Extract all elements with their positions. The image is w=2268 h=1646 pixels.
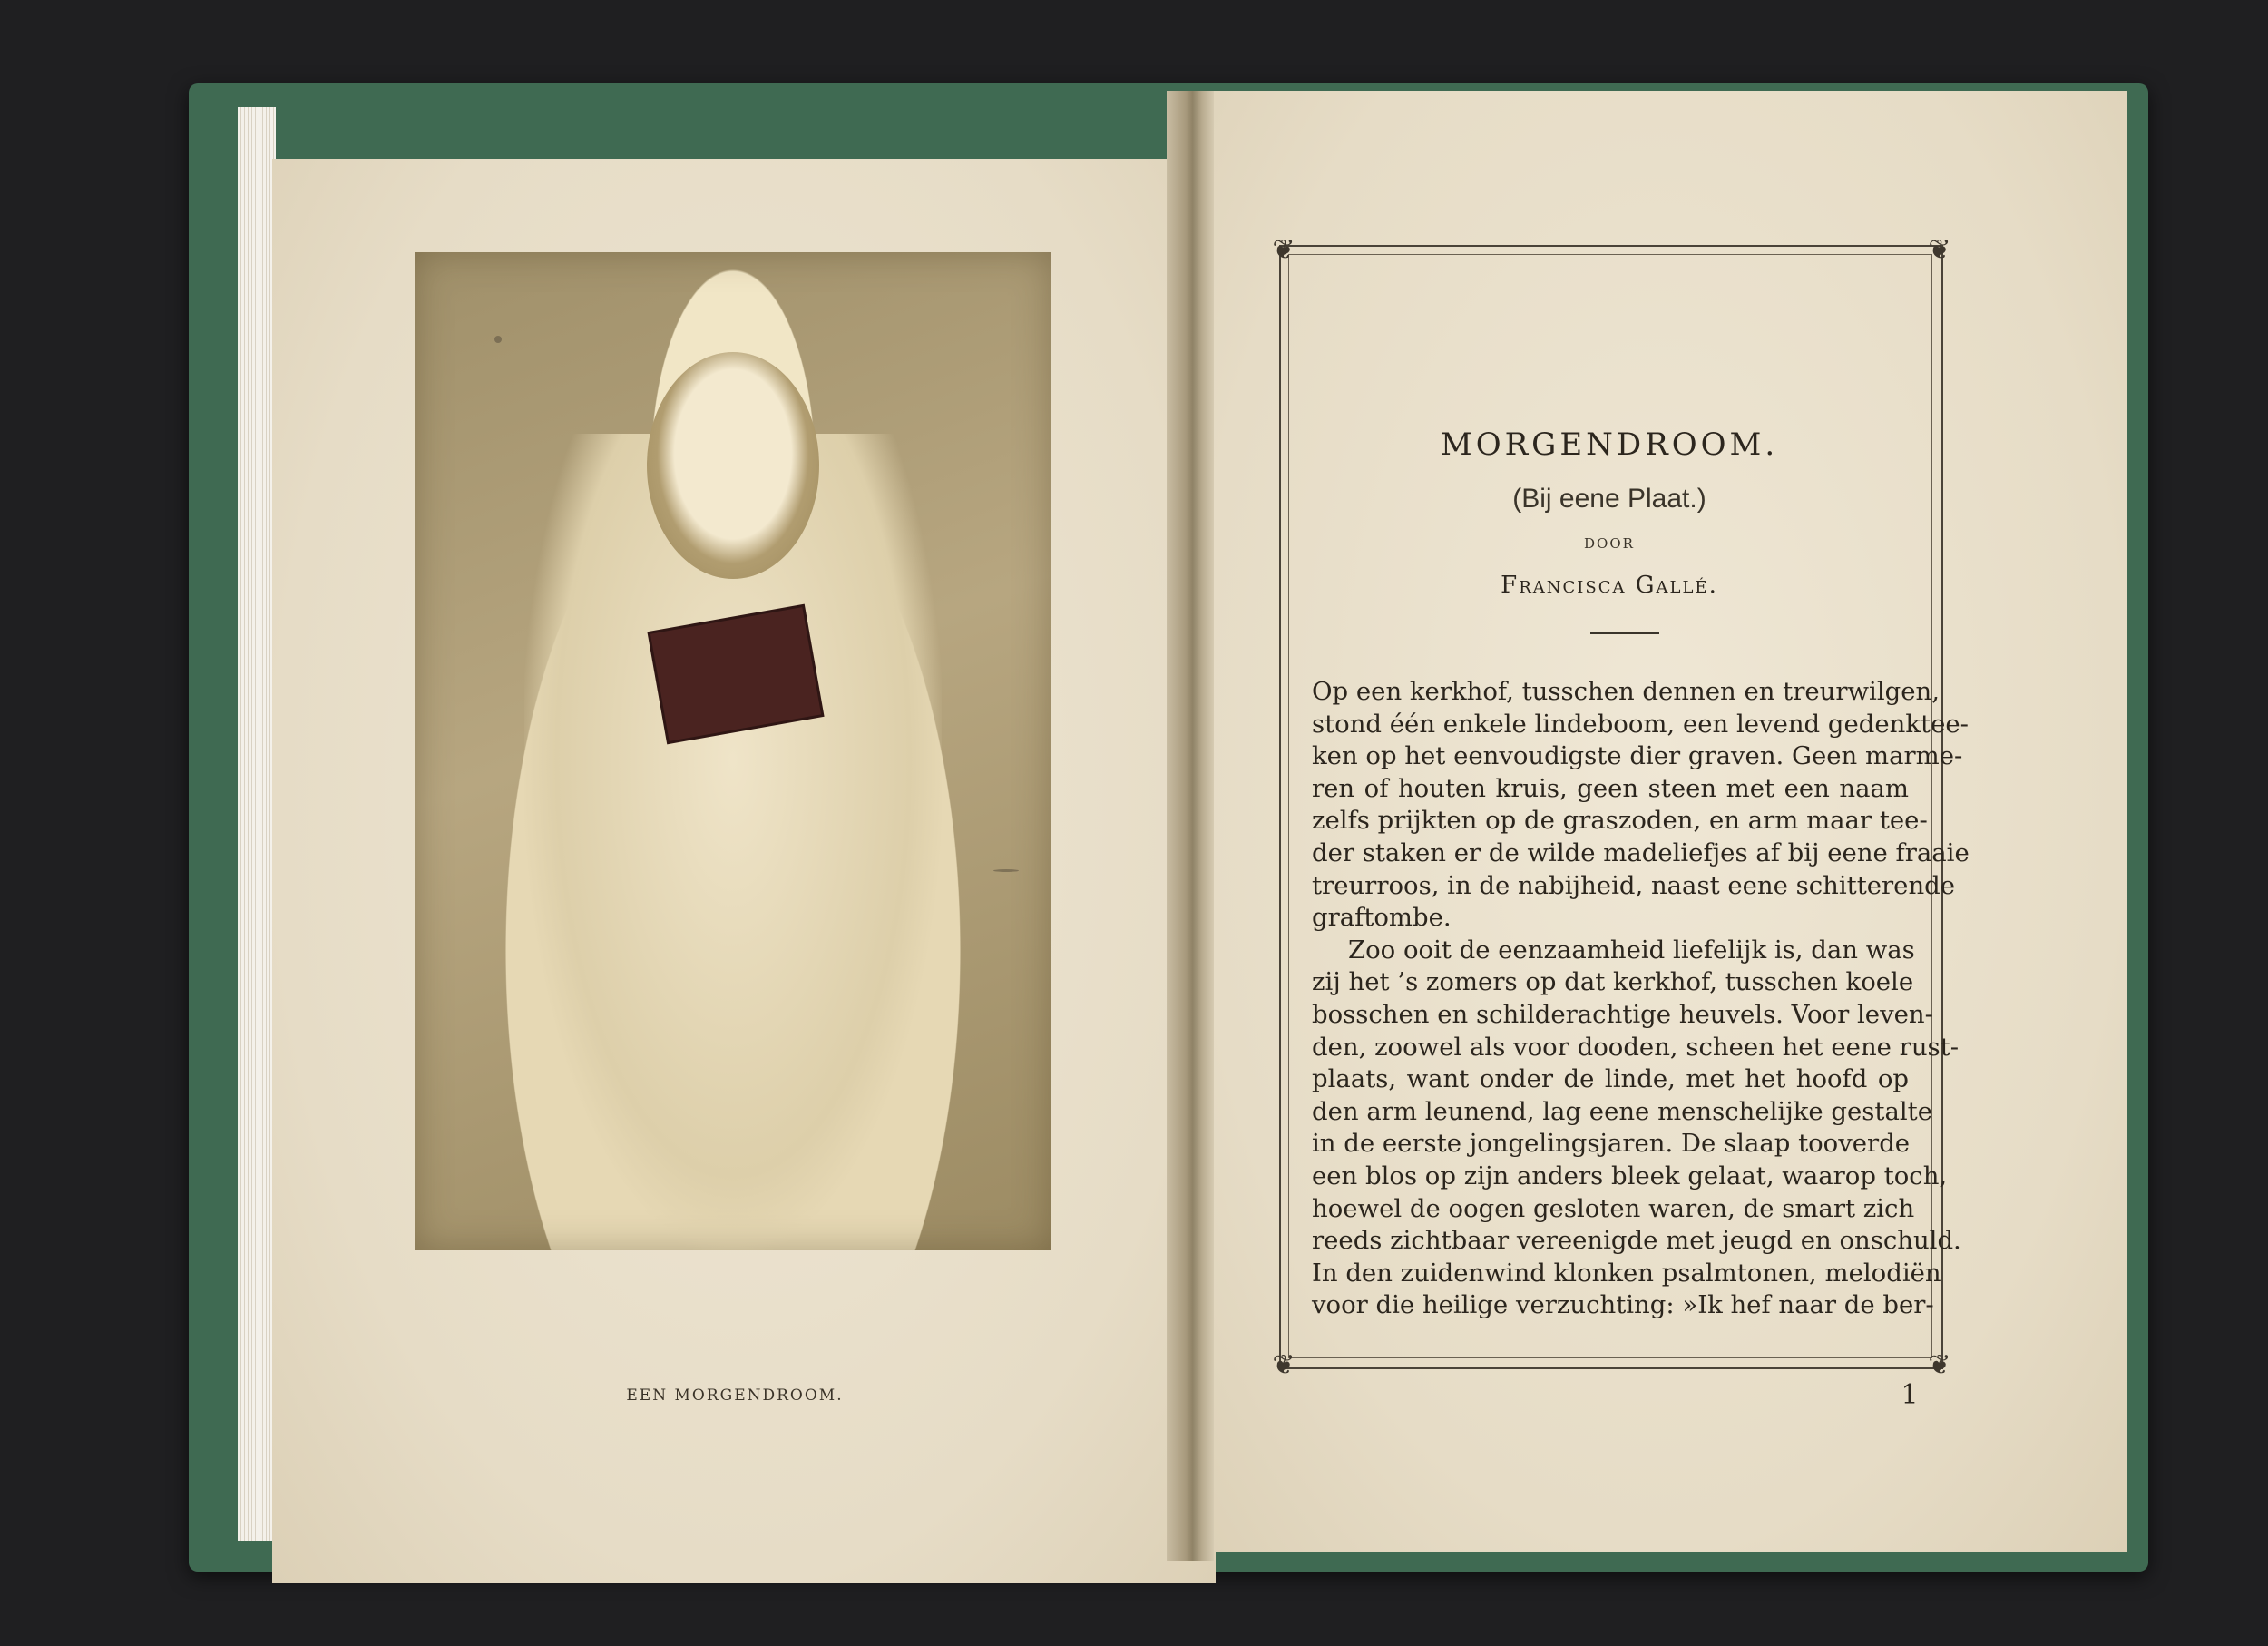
book-gutter: [1167, 91, 1214, 1561]
text-line: een blos op zijn anders bleek gelaat, waarop toch,: [1312, 1161, 1948, 1190]
text-line: plaats, want onder de linde, met het hoofd op: [1312, 1064, 1909, 1094]
text-line: stond één enkele lindeboom, een levend gedenktee-: [1312, 709, 1969, 739]
author-name: Francisca Gallé.: [1501, 572, 1718, 599]
corner-ornament-icon: ❦: [1272, 234, 1295, 266]
page-edges: [238, 107, 276, 1541]
text-line: der staken er de wilde madeliefjes af bij eene fraaie: [1312, 838, 1970, 867]
corner-ornament-icon: ❦: [1272, 1349, 1295, 1381]
title-rule: [1590, 632, 1659, 634]
text-line: voor die heilige verzuchting: »Ik hef naar de ber-: [1312, 1290, 1934, 1320]
photo-head: [647, 352, 819, 579]
text-line: Op een kerkhof, tusschen dennen en treurwilgen,: [1312, 677, 1940, 706]
byline-word: DOOR: [1584, 535, 1635, 552]
body-text: [1312, 676, 1970, 1322]
text-line: ken op het eenvoudigste dier graven. Geen marme-: [1312, 741, 1963, 771]
text-line: hoewel de oogen gesloten waren, de smart zich: [1312, 1193, 1915, 1223]
text-line: treurroos, in de nabijheid, naast eene schitterende: [1312, 870, 1956, 900]
plate-caption: EEN MORGENDROOM.: [626, 1386, 844, 1405]
text-line: bosschen en schilderachtige heuvels. Voor leven-: [1312, 999, 1933, 1029]
text-line: graftombe.: [1312, 903, 1452, 933]
corner-ornament-icon: ❦: [1928, 234, 1951, 266]
text-line: den arm leunend, lag eene menschelijke gestalte: [1312, 1096, 1932, 1126]
chapter-title: MORGENDROOM.: [1440, 426, 1779, 463]
text-line: zelfs prijkten op de graszoden, en arm maar tee-: [1312, 806, 1928, 836]
chapter-subtitle: (Bij eene Plaat.): [1512, 484, 1706, 514]
text-line: reeds zichtbaar vereenigde met jeugd en onschuld.: [1312, 1226, 1961, 1256]
page-number: 1: [1901, 1379, 1919, 1411]
text-line: den, zoowel als voor dooden, scheen het eene rust-: [1312, 1032, 1959, 1062]
text-line: zij het ’s zomers op dat kerkhof, tusschen koele: [1312, 967, 1914, 997]
text-line: ren of houten kruis, geen steen met een naam: [1312, 773, 1909, 803]
text-line: In den zuidenwind klonken psalmtonen, melodiën: [1312, 1258, 1941, 1288]
corner-ornament-icon: ❦: [1928, 1349, 1951, 1381]
foxing-mark: [993, 869, 1019, 872]
text-line: in de eerste jongelingsjaren. De slaap tooverde: [1312, 1129, 1911, 1159]
foxing-mark: [494, 336, 502, 343]
text-line: Zoo ooit de eenzaamheid liefelijk is, dan was: [1348, 935, 1915, 965]
photograph-plate: [415, 252, 1051, 1250]
